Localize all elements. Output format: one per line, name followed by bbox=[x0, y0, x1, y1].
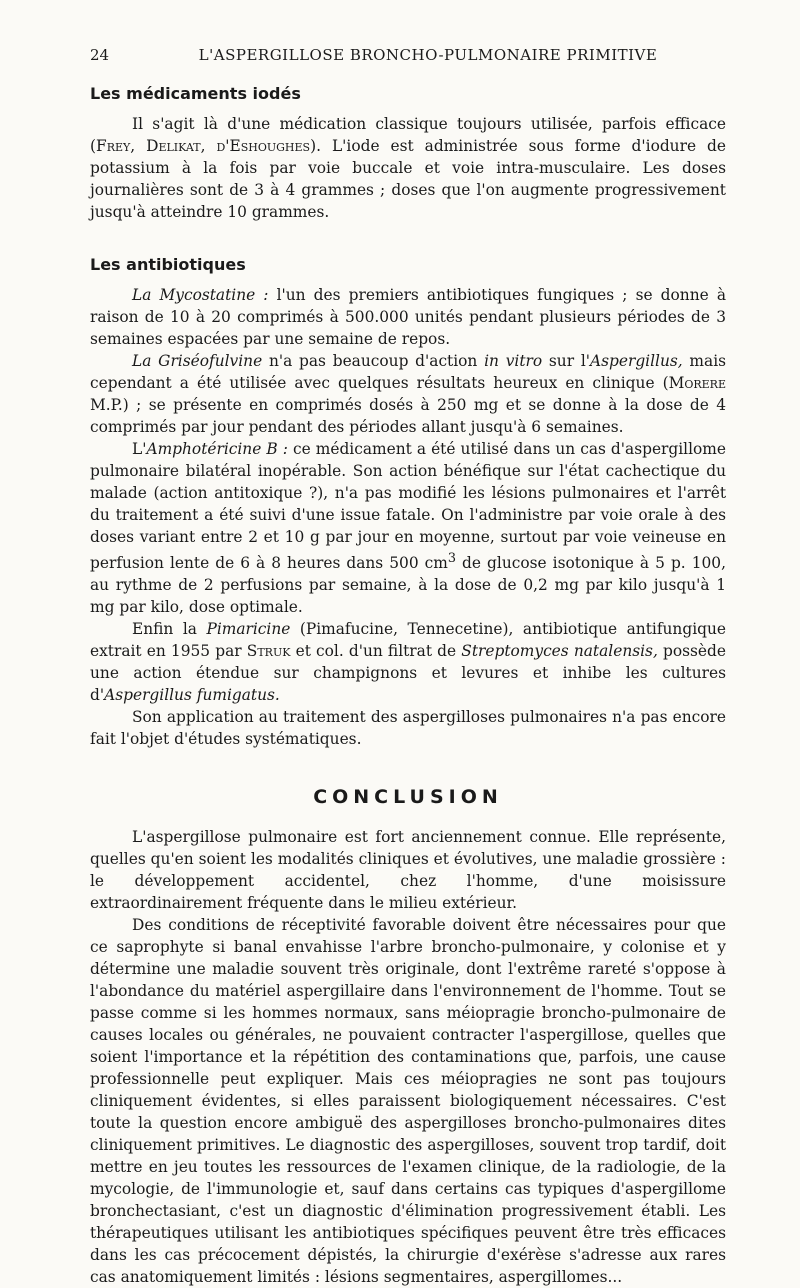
drug-name: La Mycostatine : bbox=[132, 286, 269, 304]
running-title: L'ASPERGILLOSE BRONCHO-PULMONAIRE PRIMITIVE bbox=[198, 46, 658, 64]
paragraph-mycostatine: La Mycostatine : l'un des premiers antibiotiques fungiques ; se donne à raison de 10 à 20 comprimés à 500.000 unités pendant plusieurs périodes de 3 semaines espacées par une semaine de repos. bbox=[90, 286, 726, 348]
running-header bbox=[90, 46, 726, 70]
author-ref: Struk bbox=[246, 642, 291, 661]
page bbox=[90, 46, 726, 1288]
conclusion-title: CONCLUSION bbox=[313, 786, 503, 809]
paragraph-application: Son application au traitement des aspergilloses pulmonaires n'a pas encore fait l'objet d'études systématiques. bbox=[90, 708, 726, 749]
heading-iodes: Les médicaments iodés bbox=[90, 84, 301, 103]
paragraph-amphotericine: L'Amphotéricine B : ce médicament a été utilisé dans un cas d'aspergillome pulmonaire bilatéral inopérable. Son action bénéfique sur l'état cachectique du malade (action antitoxique ?), n'a pas modifié les lésions pulmonaires et l'arrêt du traitement a été suivi d'une issue fatale. On l'administre par voie orale à des doses variant entre 2 et 10 g par jour en moyenne, surtout par voie veineuse en perfusion lente de 6 à 8 heures dans 500 $cm^3$ de glucose isotonique à 5 p. 100, au rythme de 2 perfusions par semaine, à la dose de 0,2 mg par kilo jusqu'à 1 mg par kilo, dose optimale. bbox=[90, 440, 726, 617]
conclusion-paragraph-1: L'aspergillose pulmonaire est fort anciennement connue. Elle représente, quelles qu'en soient les modalités cliniques et évolutives, une maladie grossière : le développement accidentel, chez l'homme, d'une moisissure extraordinairement fréquente dans le milieu extérieur. bbox=[90, 828, 726, 913]
drug-name: Amphotéricine B : bbox=[146, 440, 288, 458]
author-ref: Morere bbox=[668, 374, 726, 392]
paragraph-pimaricine: Enfin la Pimaricine (Pimafucine, Tennecetine), antibiotique antifungique extrait en 1955 par Struk et col. d'un filtrat de Streptomyces natalensis, possède une action étendue sur champignons et levures et inhibe les cultures d'Aspergillus fumigatus. bbox=[90, 620, 726, 705]
paragraph-iodes: Il s'agit là d'une médication classique toujours utilisée, parfois efficace (Frey, Delikat, d'Eshoughes). L'iode est administrée sous forme d'iodure de potassium à la fois par voie buccale et voie intra-musculaire. Les doses journalières sont de 3 à 4 grammes ; doses que l'on augmente progressivement jusqu'à atteindre 10 grammes. bbox=[90, 115, 726, 221]
drug-name: La Griséofulvine bbox=[132, 352, 263, 370]
page-number: 24 bbox=[90, 46, 110, 64]
paragraph-griseofulvine: La Griséofulvine n'a pas beaucoup d'action in vitro sur l'Aspergillus, mais cependant a été utilisée avec quelques résultats heureux en clinique (Morere M.P.) ; se présente en comprimés dosés à 250 mg et se donne à la dose de 4 comprimés par jour pendant des périodes allant jusqu'à 6 semaines. bbox=[90, 352, 727, 436]
conclusion-paragraph-2: Des conditions de réceptivité favorable doivent être nécessaires pour que ce saprophyte si banal envahisse l'arbre broncho-pulmonaire, y colonise et y détermine une maladie souvent très originale, dont l'extrême rareté s'oppose à l'abondance du matériel aspergillaire dans l'environnement de l'homme. Tout se passe comme si les hommes normaux, sans méiopragie broncho-pulmonaire de causes locales ou générales, ne pouvaient contracter l'aspergillose, quelles que soient l'importance et la répétition des contaminations que, parfois, une cause professionnelle peut expliquer. Mais ces méiopragies ne sont pas toujours cliniquement évidentes, si elles paraissent biologiquement nécessaires. C'est toute la question encore ambiguë des aspergilloses broncho-pulmonaires dites cliniquement primitives. Le diagnostic des aspergilloses, souvent trop tardif, doit mettre en jeu toutes les ressources de l'examen clinique, de la radiologie, de la mycologie, de l'immunologie et, sauf dans certains cas typiques d'aspergillome bronchectasiant, c'est un diagnostic d'élimination progressivement établi. Les thérapeutiques utilisant les antibiotiques spécifiques peuvent être très efficaces dans les cas précocement dépistés, la chirurgie d'exérèse s'adresse aux rares cas anatomiquement limités : lésions segmentaires, aspergillomes... bbox=[90, 916, 726, 1287]
drug-name: Pimaricine bbox=[206, 620, 291, 639]
heading-antibiotiques: Les antibiotiques bbox=[90, 255, 246, 274]
author-refs: Frey, Delikat, d'Eshoughes bbox=[96, 137, 311, 155]
